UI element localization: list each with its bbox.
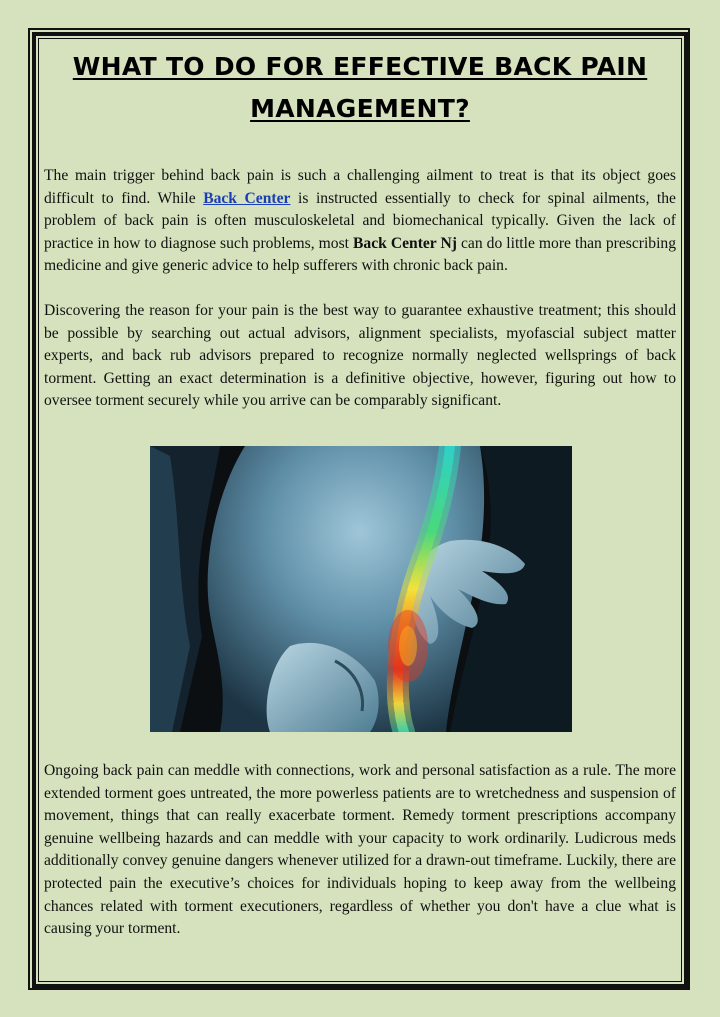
title-line-1: WHAT TO DO FOR EFFECTIVE BACK PAIN [72, 52, 648, 81]
back-pain-illustration [150, 446, 572, 732]
back-center-link[interactable]: Back Center [203, 189, 291, 207]
intro-text-middle: is instructed essentially to check for spinal ailments, the problem of back pain is often musculoskeletal and biomechanical typically. Given the lack of practice in how to diagnose such problems, most [44, 189, 676, 252]
title-line-2: MANAGEMENT? [250, 94, 470, 123]
paragraph-intro [44, 165, 676, 278]
paragraph-chronic-pain: Ongoing back pain can meddle with connections, work and personal satisfaction as a rule. The more extended torment goes untreated, the more powerless patients are to wretchedness and suspension of movement, things that can really exacerbate torment. Remedy torment prescriptions accompany genuine wellbeing hazards and can meddle with your capacity to work ordinarily. Ludicrous meds additionally convey genuine dangers whenever utilized for a drawn-out timeframe. Luckily, there are protected pain the executive’s choices for individuals hoping to keep away from the wellbeing chances related with torment executioners, regardless of whether you don't have a clue what is causing your torment. [44, 761, 676, 938]
page-title [44, 46, 676, 130]
paragraph-diagnosis: Discovering the reason for your pain is the best way to guarantee exhaustive treatment; this should be possible by searching out actual advisors, alignment specialists, myofascial subject matter experts, and back rub advisors prepared to recognize normally neglected wellsprings of back torment. Getting an exact determination is a definitive objective, however, figuring out how to oversee torment securely while you arrive can be comparably significant. [44, 301, 676, 410]
document-body [44, 46, 676, 941]
intro-text-start: The main trigger behind back pain is such a challenging ailment to treat is that its object goes difficult to find. While [44, 167, 676, 207]
intro-text-end: can do little more than prescribing medicine and give generic advice to help sufferers with chronic back pain. [44, 234, 677, 275]
back-center-nj-bold: Back Center Nj [353, 234, 457, 252]
